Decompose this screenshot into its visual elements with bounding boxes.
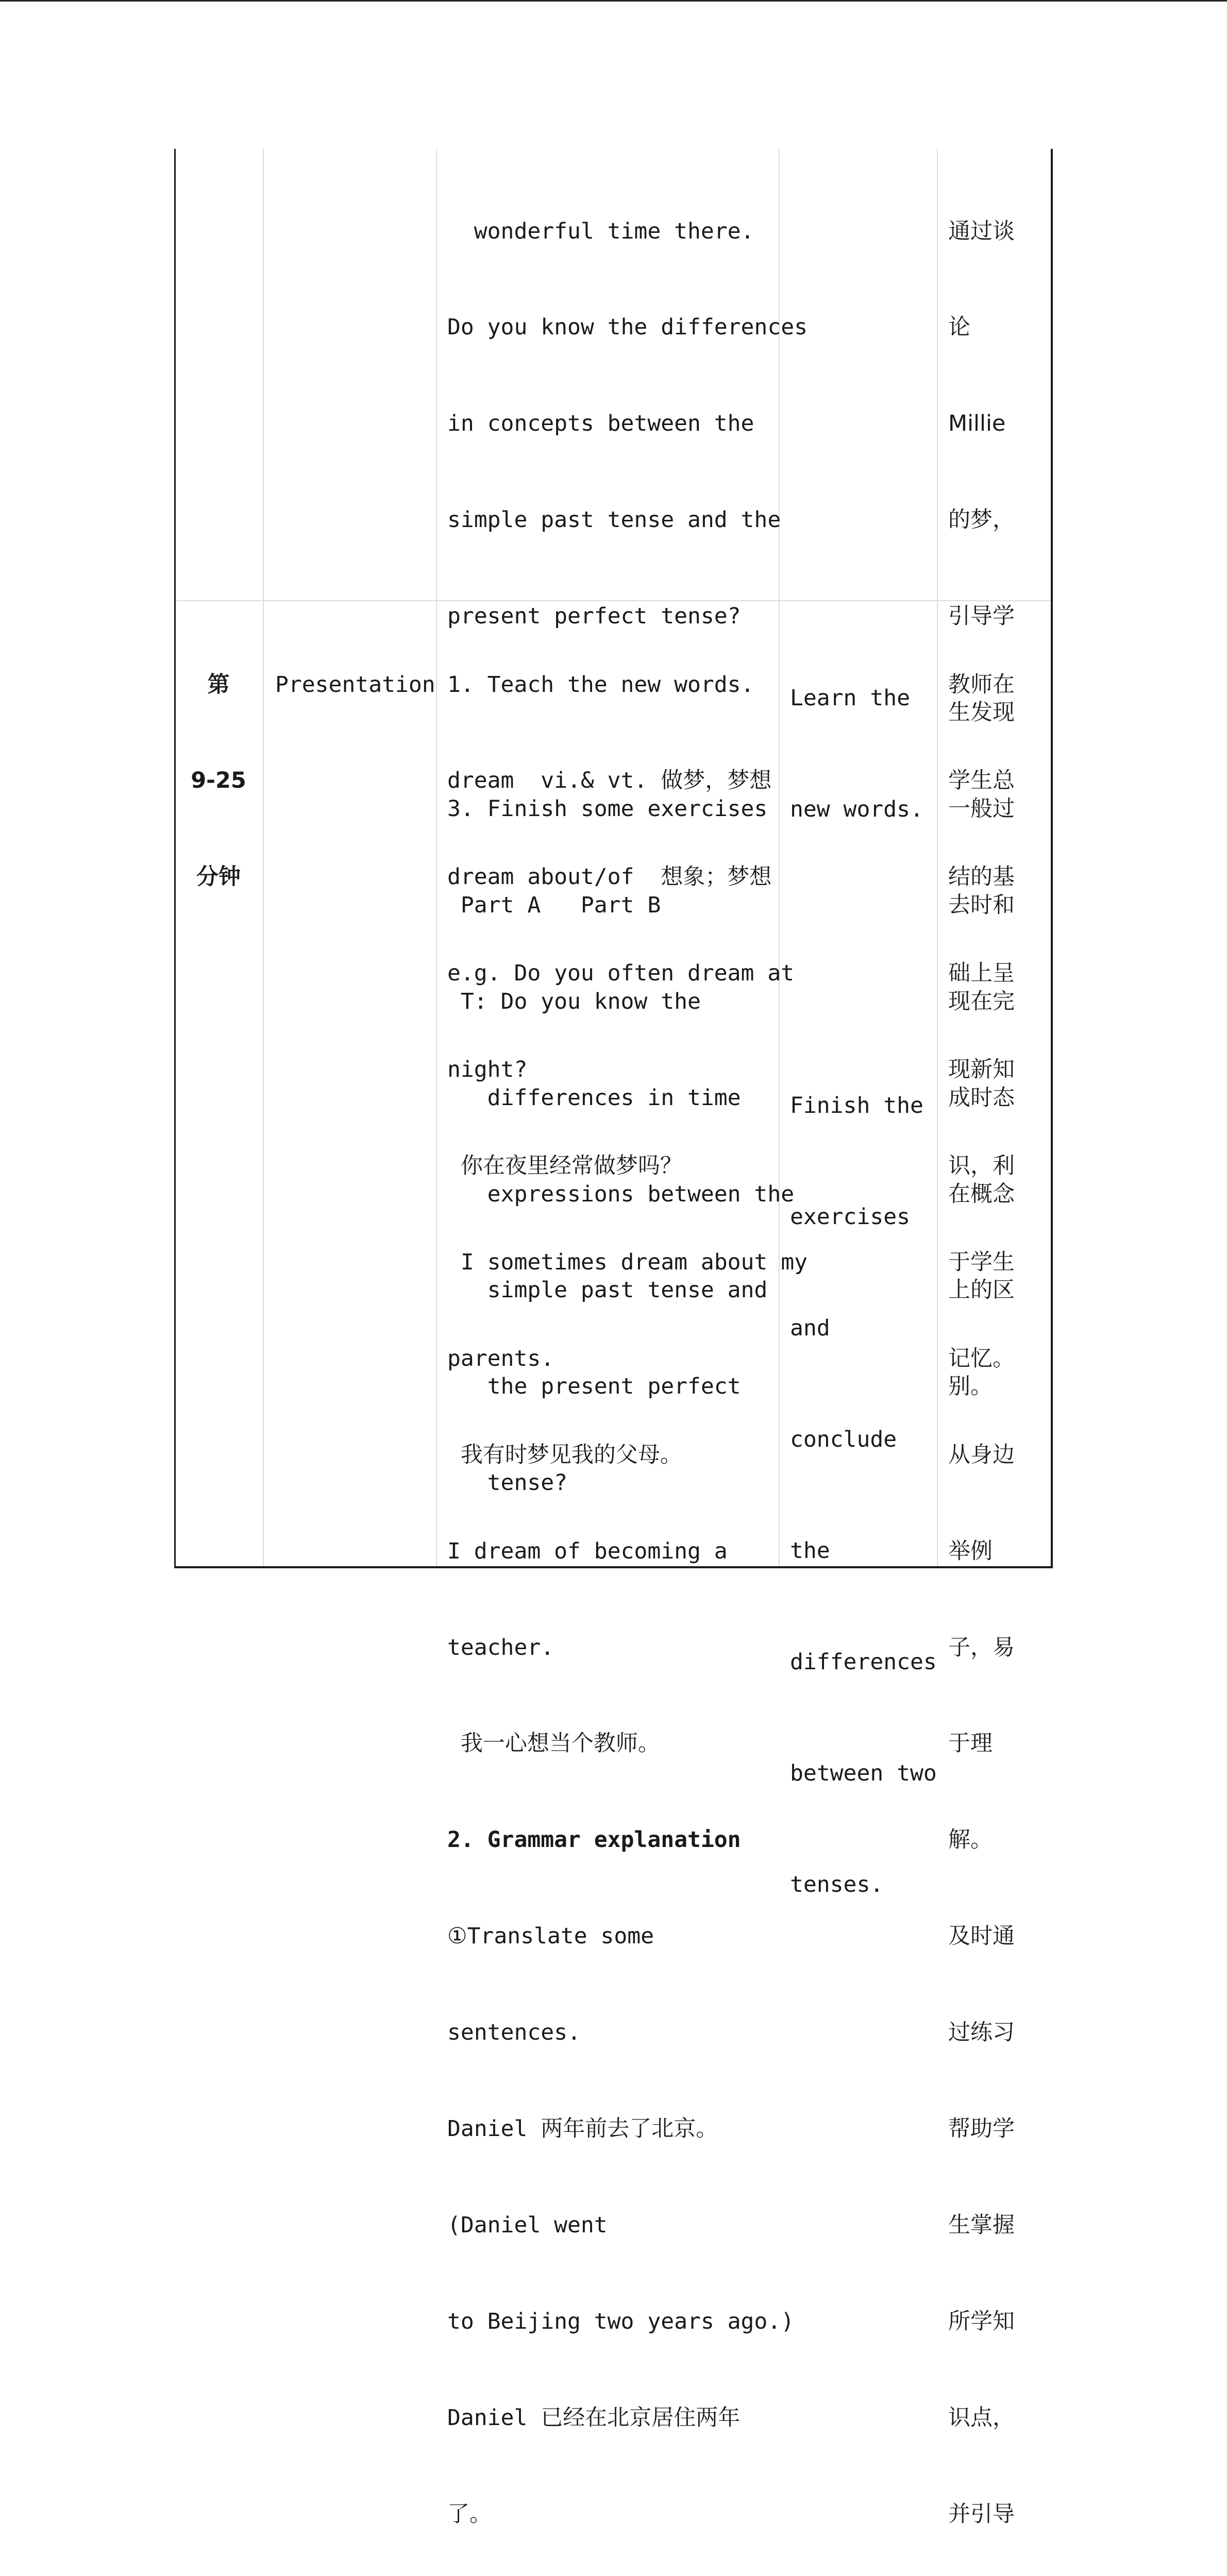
intent-line: 结的基 (948, 864, 1015, 890)
intent-line: 过练习 (948, 2020, 1015, 2046)
intent-line: 别。 (948, 1374, 993, 1400)
content-line: dream about/of 想象；梦想 (447, 864, 772, 890)
intent-line: 及时通 (948, 1923, 1015, 1950)
content-line: simple past tense and (447, 1277, 768, 1303)
content-line: 我一心想当个教师。 (447, 1731, 660, 1757)
content-line: parents. (447, 1345, 554, 1371)
content-line: 1. Teach the new words. (447, 671, 754, 698)
time-line: 分钟 (196, 864, 241, 890)
intent-line: 所学知 (948, 2308, 1015, 2334)
content-line: night? (447, 1057, 528, 1083)
intent-line: 帮助学 (948, 2115, 1015, 2142)
content-line: wonderful time there. (447, 218, 754, 244)
content-line: 了。 (447, 2501, 492, 2527)
intent-line: 上的区 (948, 1277, 1015, 1303)
content-line: 你在夜里经常做梦吗？ (447, 1153, 682, 1179)
intent-line: 论 (948, 314, 970, 341)
intent-line: 并引导 (948, 2501, 1015, 2527)
column-divider (263, 149, 264, 1568)
content-line: dream vi.& vt. 做梦，梦想 (447, 768, 772, 794)
intent-line: 解。 (948, 1827, 993, 1853)
activity-line: Learn the (790, 685, 910, 711)
page-top-border (0, 0, 1227, 2)
activity-line: exercises (790, 1204, 910, 1230)
intent-line: 于理 (948, 1731, 993, 1757)
table-left-border (174, 149, 176, 1568)
content-line: simple past tense and the (447, 507, 781, 533)
content-line: T: Do you know the (447, 988, 701, 1014)
content-line: teacher. (447, 1634, 554, 1660)
teaching-content (447, 604, 808, 2576)
content-line: Daniel 两年前去了北京。 (447, 2115, 718, 2142)
content-line: sentences. (447, 2020, 581, 2046)
content-line: Part A Part B (447, 892, 661, 918)
time-line: 9-25 (191, 768, 246, 794)
intent-line: 的梦， (948, 507, 1015, 533)
intent-line: 在概念 (948, 1181, 1015, 1207)
activity-line: and (790, 1315, 830, 1341)
content-line: 3. Finish some exercises (447, 795, 768, 822)
activity-line: conclude (790, 1427, 897, 1452)
intent-line: 通过谈 (948, 218, 1015, 244)
intent-line: 识点， (948, 2404, 1015, 2431)
intent-line: 一般过 (948, 795, 1015, 822)
intent-line: 教师在 (948, 671, 1015, 698)
content-line: I dream of becoming a (447, 1538, 728, 1564)
student-activity-learn (790, 605, 923, 902)
activity-line: Finish the (790, 1093, 923, 1118)
content-line: I sometimes dream about my (447, 1249, 808, 1275)
content-line: ①Translate some (447, 1923, 654, 1950)
activity-line: the (790, 1538, 830, 1564)
intent-line: 成时态 (948, 1084, 1015, 1111)
activity-line: differences (790, 1649, 937, 1675)
time-line: 第 (207, 671, 230, 698)
activity-line: between two (790, 1760, 937, 1786)
content-line: e.g. Do you often dream at (447, 960, 795, 987)
content-line: expressions between the (447, 1181, 795, 1207)
intent-line: 识，利 (948, 1153, 1015, 1179)
content-line: in concepts between the (447, 411, 754, 437)
student-activity-exercises (790, 1013, 937, 1977)
activity-line: new words. (790, 796, 923, 822)
content-heading: 2. Grammar explanation (447, 1827, 741, 1853)
content-line: tense? (447, 1470, 567, 1496)
intent-line: 于学生 (948, 1249, 1015, 1275)
intent-line: 从身边 (948, 1442, 1015, 1468)
lesson-plan-table (174, 149, 1053, 2527)
content-line: (Daniel went (447, 2212, 608, 2238)
stage-cell (275, 604, 435, 765)
intent-line: 生掌握 (948, 2212, 1015, 2238)
stage-label: Presentation (275, 671, 435, 698)
intent-line: 现在完 (948, 988, 1015, 1014)
intent-line: 记忆。 (948, 1345, 1015, 1371)
intent-line: 举例 (948, 1538, 993, 1564)
content-line: Do you know the differences (447, 314, 808, 341)
content-line: differences in time (447, 1084, 741, 1111)
content-line: the present perfect (447, 1374, 741, 1400)
content-line: to Beijing two years ago.) (447, 2308, 795, 2334)
intent-line: Millie (948, 411, 1006, 437)
content-line: present perfect tense? (447, 603, 741, 630)
intent-line: 引导学 (948, 603, 1015, 630)
intent-line: 学生总 (948, 768, 1015, 794)
intent-line: 子，易 (948, 1634, 1015, 1660)
content-line: 我有时梦见我的父母。 (447, 1442, 682, 1468)
column-divider (436, 149, 437, 1568)
time-cell (184, 604, 253, 957)
content-line: Daniel 已经在北京居住两年 (447, 2404, 741, 2431)
column-divider (937, 149, 938, 1568)
intent-line: 生发现 (948, 700, 1015, 726)
intent-line: 现新知 (948, 1057, 1015, 1083)
design-intent (948, 604, 1015, 2576)
intent-line: 础上呈 (948, 960, 1015, 987)
activity-line: tenses. (790, 1872, 884, 1897)
intent-line: 去时和 (948, 892, 1015, 918)
table-right-border (1051, 149, 1053, 1568)
